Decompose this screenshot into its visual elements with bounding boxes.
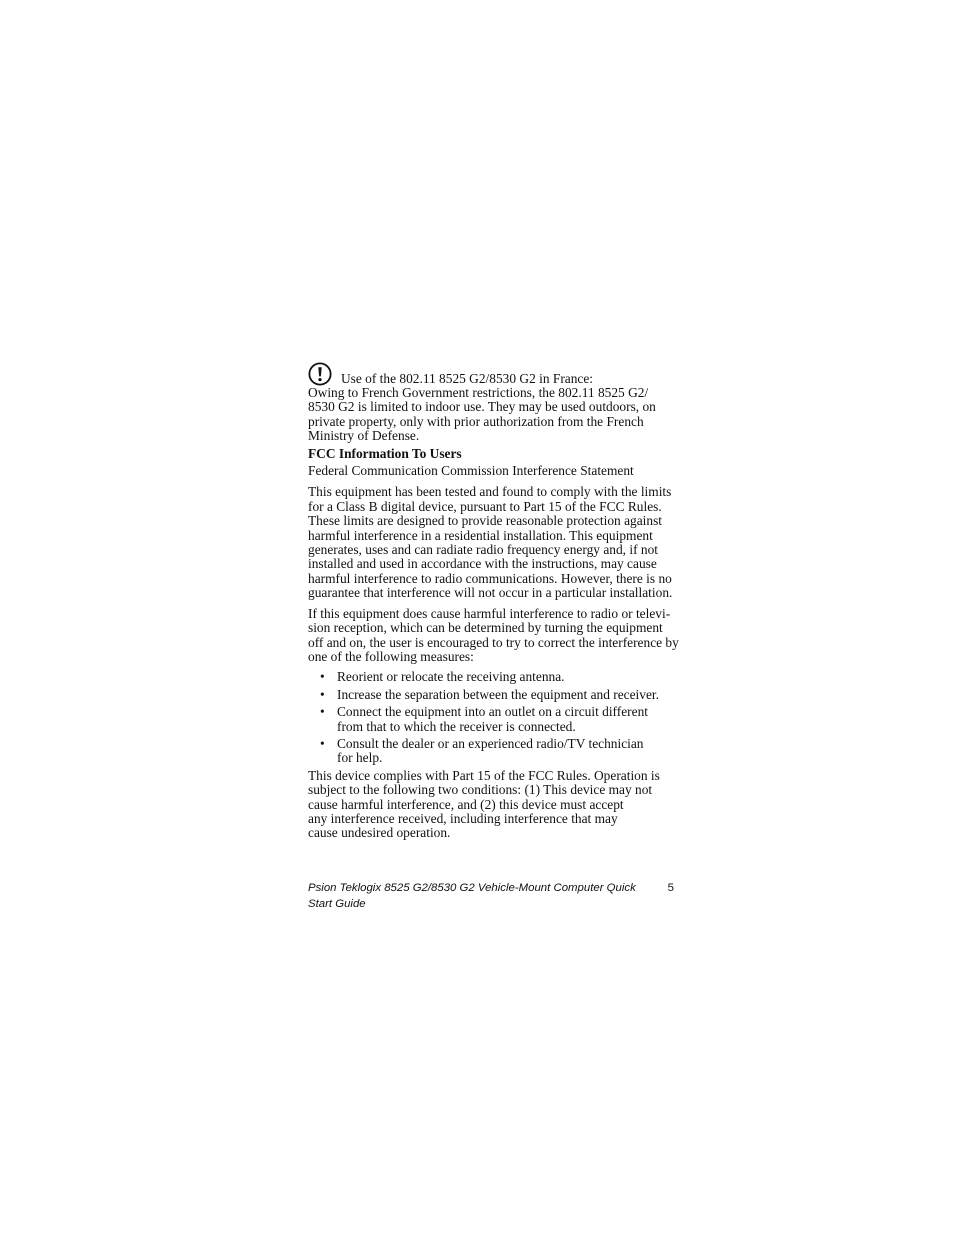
text-line: harmful interference in a residential installation. This equipment (308, 527, 653, 543)
text-line: 8530 G2 is limited to indoor use. They may be used outdoors, on (308, 399, 656, 415)
exclamation-circle-icon (308, 362, 332, 386)
text-line: guarantee that interference will not occur in a particular installation. (308, 585, 673, 601)
footer-title: Psion Teklogix 8525 G2/8530 G2 Vehicle-Mount Computer Quick Start Guide (308, 882, 636, 910)
text-line: This equipment has been tested and found to comply with the limits (308, 484, 672, 500)
text-line: generates, uses and can radiate radio frequency energy and, if not (308, 542, 658, 558)
bullet: • (320, 704, 325, 720)
france-restriction-paragraph (308, 386, 682, 444)
text-line: cause undesired operation. (308, 825, 451, 841)
text-line: Owing to French Government restrictions, the 802.11 8525 G2/ (308, 385, 649, 400)
bullet: • (320, 686, 325, 702)
bullet: • (320, 735, 325, 751)
text-line: This device complies with Part 15 of the FCC Rules. Operation is (308, 767, 660, 783)
text-line: sion reception, which can be determined by turning the equipment (308, 620, 663, 636)
caution-notice (308, 362, 682, 386)
fcc-subheading: Federal Communication Commission Interference Statement (308, 463, 634, 479)
text-line: installed and used in accordance with the instructions, may cause (308, 556, 657, 572)
text-line: any interference received, including interference that may (308, 810, 618, 826)
measures-list (308, 670, 682, 765)
list-item (308, 705, 682, 734)
text-line: Increase the separation between the equipment and receiver. (337, 686, 659, 702)
text-line: cause harmful interference, and (2) this device must accept (308, 796, 624, 812)
page-footer (308, 880, 674, 912)
text-line: Ministry of Defense. (308, 428, 420, 444)
text-line: for help. (337, 750, 383, 766)
bullet: • (320, 669, 325, 685)
text-line: If this equipment does cause harmful interference to radio or televi- (308, 605, 671, 621)
text-line: harmful interference to radio communications. However, there is no (308, 570, 672, 586)
list-item (308, 737, 682, 766)
text-line: subject to the following two conditions: (1) This device may not (308, 782, 653, 798)
text-line: These limits are designed to provide reasonable protection against (308, 513, 662, 529)
list-item (308, 670, 682, 684)
fcc-interference-paragraph (308, 607, 682, 665)
text-line: Connect the equipment into an outlet on a circuit different (337, 704, 648, 720)
text-line: off and on, the user is encouraged to try to correct the interference by (308, 634, 679, 650)
text-line: Consult the dealer or an experienced radio/TV technician (337, 735, 644, 751)
text-line: private property, only with prior authorization from the French (308, 413, 644, 429)
list-item (308, 688, 682, 702)
text-line: Reorient or relocate the receiving antenna. (337, 669, 565, 685)
fcc-heading: FCC Information To Users (308, 445, 462, 461)
text-line: from that to which the receiver is connected. (337, 718, 576, 734)
page-content (308, 362, 682, 841)
text-line: for a Class B digital device, pursuant to Part 15 of the FCC Rules. (308, 498, 662, 514)
fcc-tested-paragraph (308, 485, 682, 600)
fcc-compliance-paragraph (308, 769, 682, 841)
page-number: 5 (667, 882, 674, 894)
text-line: one of the following measures: (308, 648, 474, 664)
caution-title: Use of the 802.11 8525 G2/8530 G2 in France: (341, 370, 594, 386)
